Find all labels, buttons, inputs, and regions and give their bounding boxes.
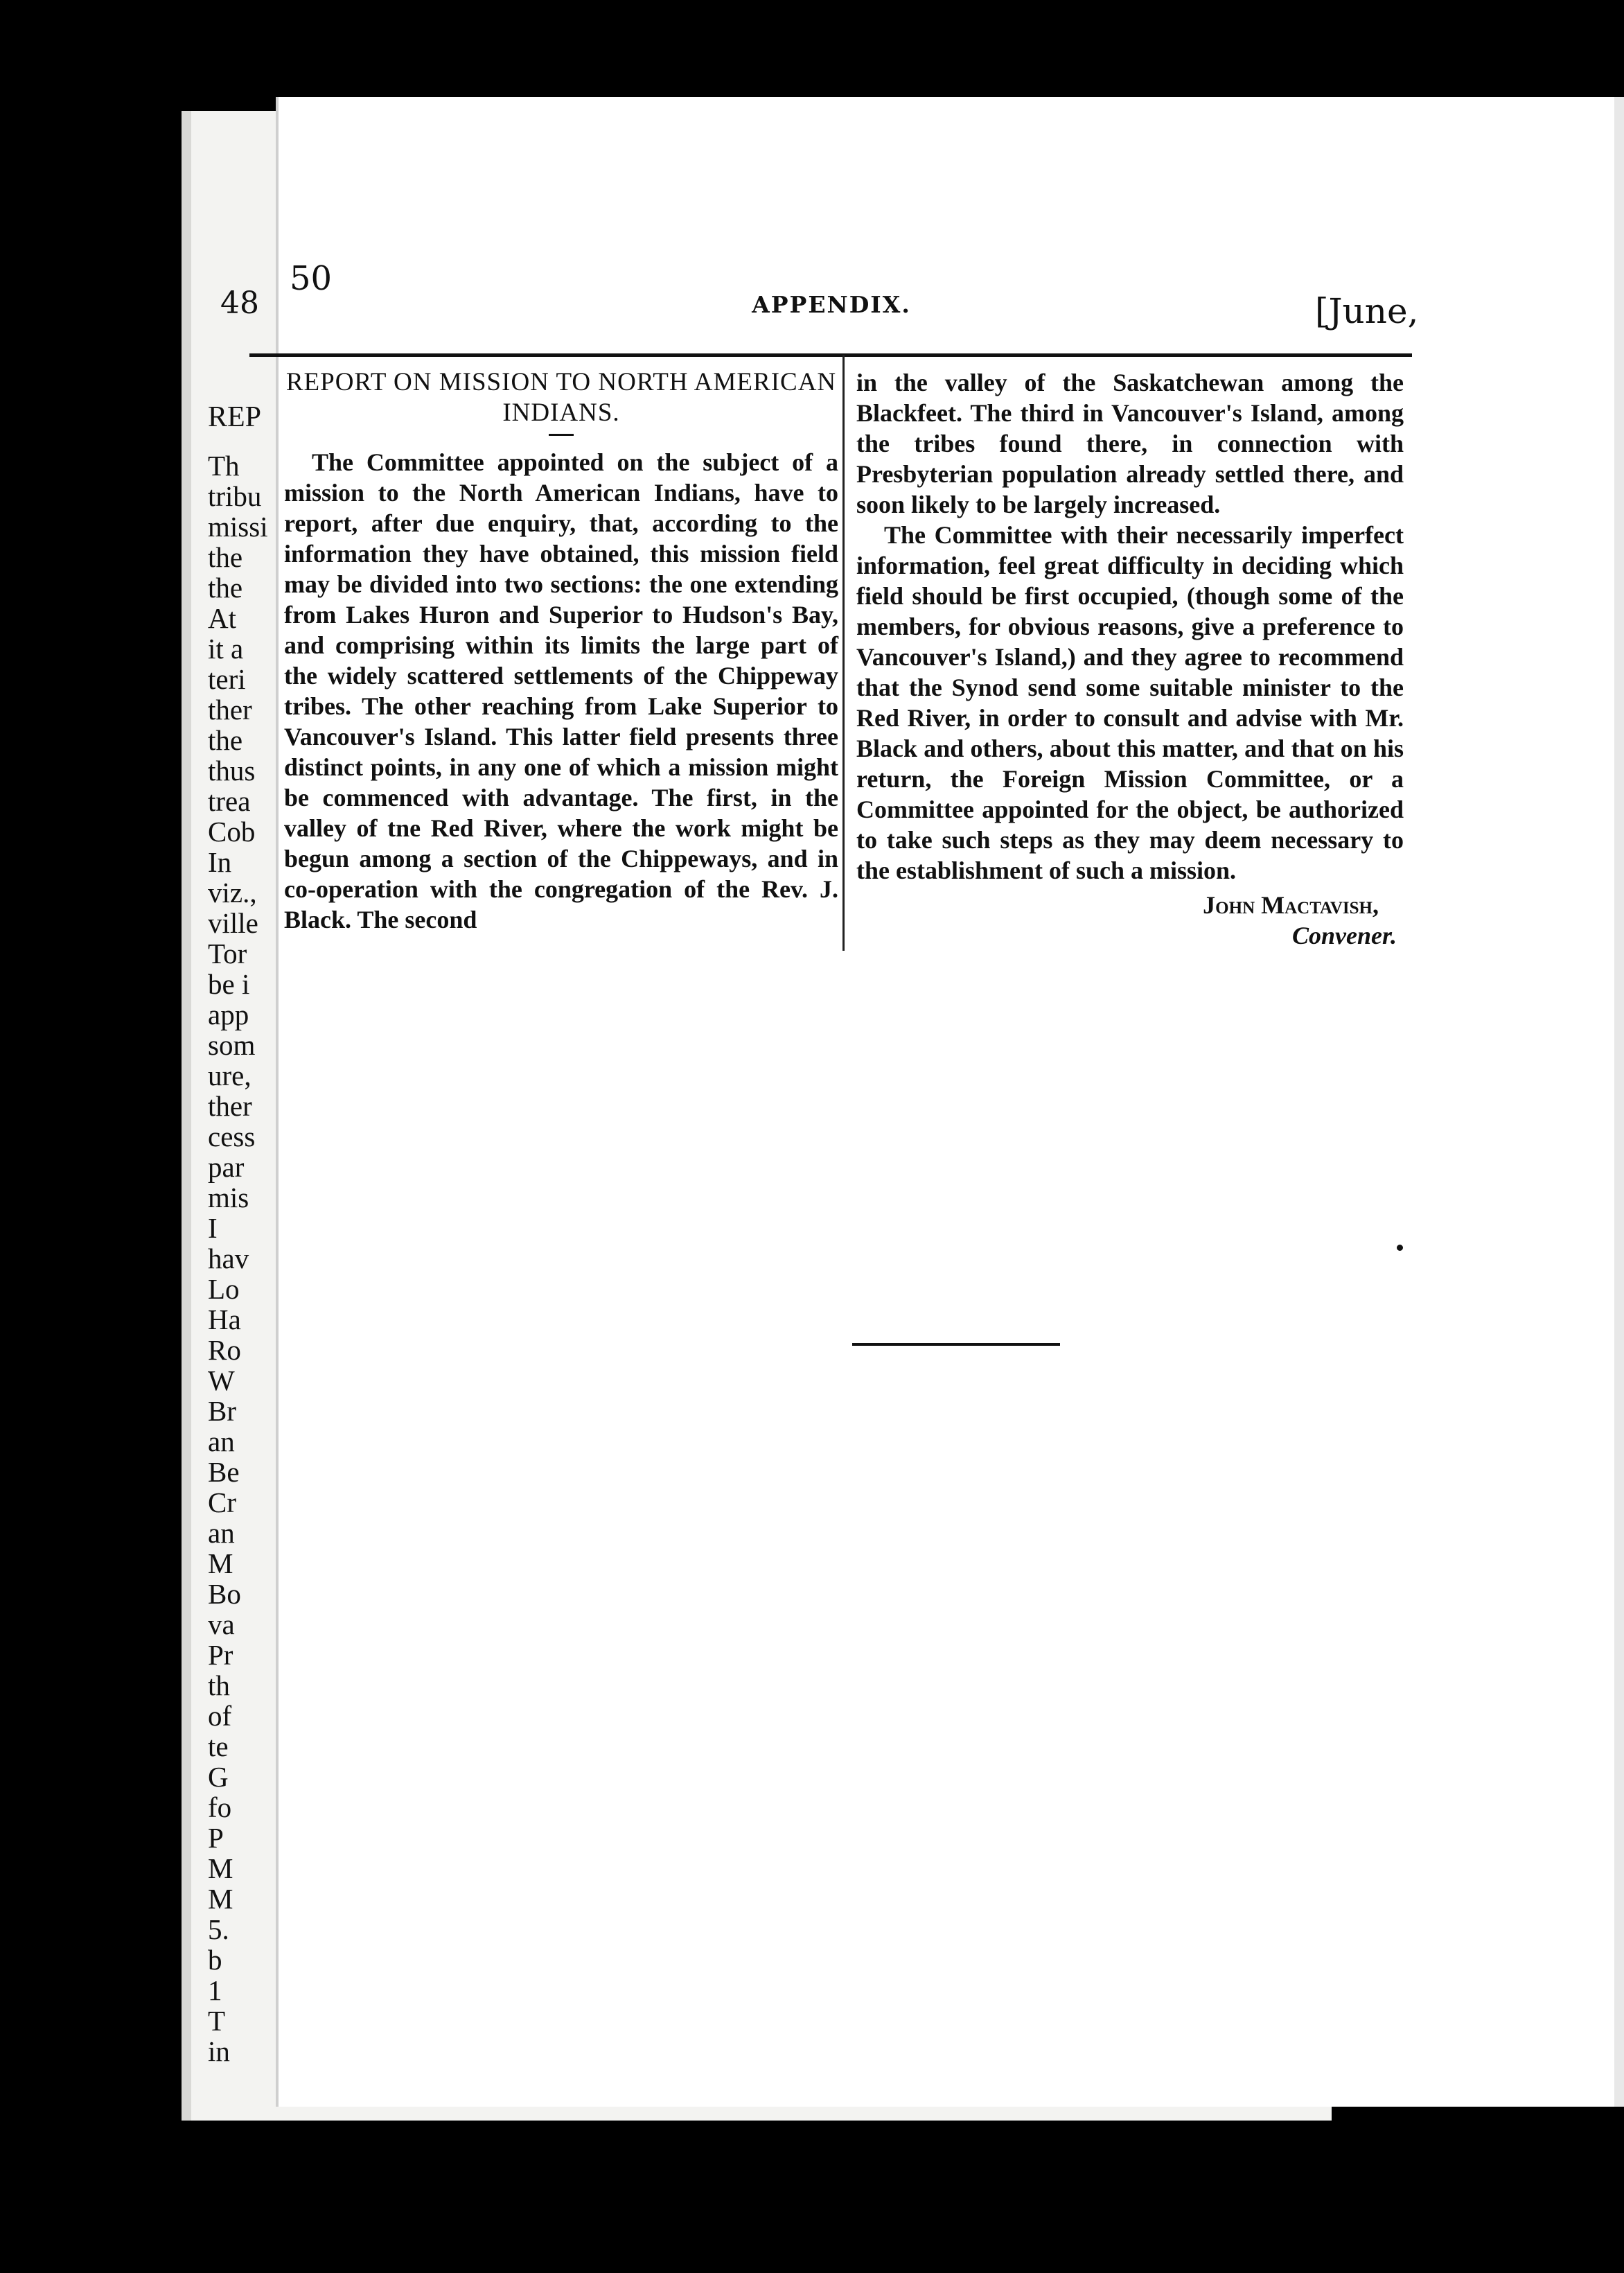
column-divider <box>842 355 845 951</box>
title-rule <box>549 434 574 436</box>
page-left-edge <box>276 97 279 2107</box>
underlying-page-edge <box>182 111 191 2121</box>
page-right-edge <box>1614 97 1624 2107</box>
article-title: REPORT ON MISSION TO NORTH AMERICAN INDIANS. <box>285 368 837 427</box>
signature-role: Convener. <box>1291 922 1397 949</box>
ink-speck <box>1397 1245 1403 1251</box>
end-rule <box>852 1343 1060 1346</box>
left-column <box>284 367 838 935</box>
article-paragraph-2: The Committee with their necessarily imperfect information, feel great difficulty in deciding which field should be first occupied, (though some of the members, for obvious reasons, give a preference to Vancouver's Island,) and they agree to recommend that the Synod send some suitable minister to the Red River, in order to consult and advise with Mr. Black and others, about this matter, and that on his return, the Foreign Mission Committee, or a Committee appointed for the object, be authorized to take such steps as they may deem necessary to the establishment of such a mission. <box>856 521 1404 884</box>
underlying-text-fragments: Th tribu missi the the At it a teri ther the thus trea Cob In viz., ville Tor be i app som ure, ther cess par mis I hav Lo Ha Ro W Br an Be Cr an M Bo va Pr th of te G fo P M M 5. b 1 T in <box>208 450 268 2066</box>
header-month: [June, <box>1315 291 1419 331</box>
underlying-title-fragment: REP <box>208 401 262 433</box>
underlying-page-number: 48 <box>220 286 259 321</box>
right-column <box>856 367 1404 951</box>
signature-name: John Mactavish, <box>1203 891 1379 919</box>
running-header: APPENDIX. <box>752 291 911 318</box>
page-number: 50 <box>290 259 333 298</box>
article-paragraph-1-end: in the valley of the Saskatchewan among the Blackfeet. The third in Vancouver's Island, among the tribes found there, in connection with Presbyterian population already settled there, and soon likely to be largely increased. <box>856 369 1404 518</box>
article-paragraph-1-start: The Committee appointed on the subject of a mission to the North American Indians, have to report, after due enquiry, that, according to the information they have obtained, this mission field may be divided into two sections: the one extending from Lakes Huron and Superior to Hudson's Bay, and comprising within its limits the large part of the widely scattered settlements of the Chippeway tribes. The other reaching from Lake Superior to Vancouver's Island. This latter field presents three distinct points, in any one of which a mission might be commenced with advantage. The first, in the valley of tne Red River, where the work might be begun among a section of the Chippeways, and in co-operation with the congregation of the Rev. J. Black. The second <box>284 448 838 933</box>
header-rule <box>249 353 1412 357</box>
